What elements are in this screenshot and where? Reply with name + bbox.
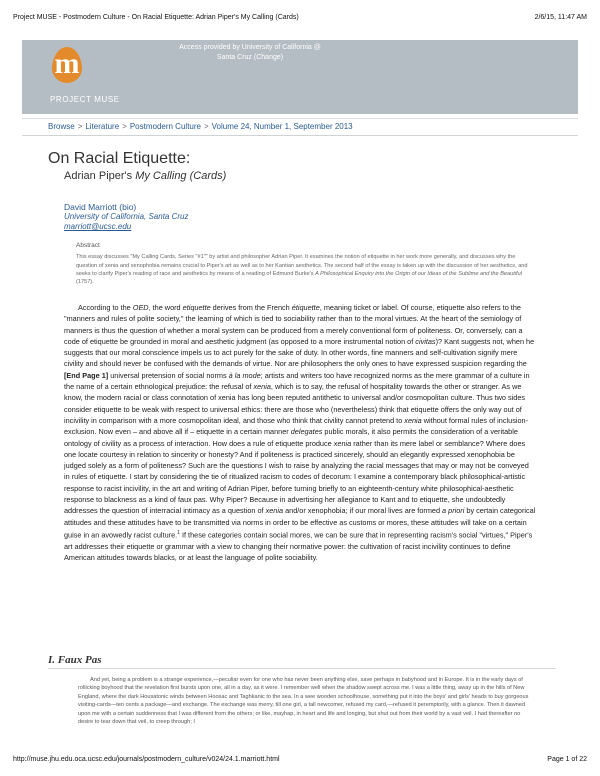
print-header [13, 14, 587, 26]
block-quote: And yet, being a problem is a strange experience,—peculiar even for one who has never been anything else, save perhaps in babyhood and in Europe. It is in the early days of rollicking boyhood that the revelation first bursts upon one, all in a day, as it were. I remember well when the shadow swept across me. I was a little thing, away up in the hills of New England, where the dark Housatonic winds between Hoosac and Taghkanic to the sea. In a wee wooden schoolhouse, something put it into the boys' and girls' heads to buy gorgeous visiting-cards—ten cents a package—and exchange. The exchange was merry, till one girl, a tall newcomer, refused my card,—refused it peremptorily, with a glance. Then it dawned upon me with a certain suddenness that I was different from the others; or like, mayhap, in heart and life and longing, but shut out from their world by a vast veil. I had thereafter no desire to tear down that veil, to creep through; I [78, 677, 529, 726]
breadcrumb-separator: > [203, 122, 209, 131]
section-divider [48, 668, 556, 669]
print-footer-page: Page 1 of 22 [547, 756, 587, 763]
access-notice [160, 43, 340, 63]
logo-letter: m [54, 47, 80, 80]
logo-text: PROJECT MUSE [50, 95, 120, 104]
breadcrumb-separator: > [122, 122, 127, 131]
breadcrumb-issue[interactable]: Volume 24, Number 1, September 2013 [211, 122, 353, 131]
end-page-marker: [End Page 1] [64, 370, 109, 380]
abstract-book-title: A Philosophical Enquiry into the Origin of our Ideas of the Sublime and the Beautiful [315, 270, 522, 277]
change-institution-link[interactable]: (Change) [253, 54, 284, 61]
breadcrumb-separator: > [77, 122, 83, 131]
subtitle-prefix: Adrian Piper's [64, 170, 136, 182]
author-name-link[interactable]: David Marriott (bio) [64, 202, 137, 212]
print-header-title: Project MUSE - Postmodern Culture - On Racial Etiquette: Adrian Piper's My Calling (Cards) [13, 14, 299, 21]
subtitle-italic: My Calling (Cards) [135, 170, 227, 182]
article-body [64, 302, 536, 563]
author-affiliation: University of California, Santa Cruz [64, 212, 189, 221]
breadcrumb [48, 122, 353, 131]
abstract-text-part: (1757). [76, 279, 94, 286]
body-paragraph: According to the OED, the word etiquette derives from the French étiquette, meaning ticket or label. Of course, etiquette also refers to the "manners and rules of polite society," the learning of which is tied to sociability rather than to the moral virtues. At the heart of the semiology of manners is thus the question of whether a moral system can be produced from a merely conventional form of politeness. Or, conversely, can a code of etiquette be grounded in moral and aesthetic judgment (as opposed to a more instrumental notion of civitas)? Kant suggests not, when he suggests that our moral conscience impels us to act purely for the sake of duty. In other words, fine manners and self-cultivation signify mere civility and should never be confused with the demands of virtue. Nor are philosophers the only ones to have expressed suspicion regarding the [End Page 1] universal pretension of social norms à la mode; artists and writers too have recognized norms as the mere grammar of a culture in the name of a certain ethnological prejudice: the refusal of xenia, which is to say, the refusal of hospitality towards the other or stranger. As we know, the modern racial or class connotation of xenia has long been reputed antithetic to universal and/or cosmopolitan culture. Thus two sides consider etiquette to be weak with respect to universal ethics: there are those who (nevertheless) think that etiquette offers the only way out of incivility in comparison with a more cosmopolitan ideal, and those who think that civility cannot pretend to xenia without formal rules of inclusion-exclusion. Now even – and above all if – etiquette in a certain manner delegates public morals, it also permits the consideration of a veritable ontology of civility as a process of interaction. How does a rule of etiquette produce xenia rather than its mere label or semblance? Where does one locate courtesy in relation to sincerity or honesty? And if politeness is practiced sincerely, should an elegantly expressed xenophobia be judged solely as a form of politeness? Such are the questions I wish to raise by analyzing the racial messages that may or may not be conveyed in rules of etiquette. I start by considering the tie of ritualized racism to codes of decorum: I examine a contemporary black philosophical-artistic response to racist incivility, in the art and writing of Adrian Piper, before turning briefly to an eighteenth-century white philosophical-aesthetic response to blackness as a kind of faux pas. Why Piper? Because in advertising her allegiance to Kant and to etiquette, she undoubtedly addresses the question of interracial intimacy as a question of xenia and/or xenophobia; if our moral lives are formed a priori by certain categorical attitudes and these attitudes have to be transmitted via norms in order to be effective as customs or mores, these attitudes will take on a certain guise in an avowedly racist culture.$^1$ If these categories contain social mores, we can be sure that in representing racism's social "virtues," Piper's art addresses their etiquette or grammar with a view to changing their normative power: the cultivation of racist incivility continues to define American attitudes towards blacks, or at least the language of polite sociability. [64, 303, 536, 562]
print-header-datetime: 2/6/15, 11:47 AM [534, 14, 587, 21]
author-block [64, 202, 189, 232]
muse-m-icon [52, 47, 82, 83]
breadcrumb-literature[interactable]: Literature [85, 122, 120, 131]
project-muse-logo[interactable] [22, 40, 120, 114]
section-heading: I. Faux Pas [48, 654, 102, 666]
abstract-heading: Abstract [76, 242, 100, 249]
breadcrumb-browse[interactable]: Browse [48, 122, 75, 131]
access-line-1: Access provided by University of California @ [179, 44, 321, 51]
footnote-link[interactable]: 1 [177, 529, 180, 536]
print-footer-url: http://muse.jhu.edu.oca.ucsc.edu/journals/postmodern_culture/v024/24.1.marriott.html [13, 756, 280, 763]
author-email-link[interactable]: marriott@ucsc.edu [64, 222, 132, 231]
abstract [76, 242, 536, 286]
article-title: On Racial Etiquette: [48, 150, 191, 167]
abstract-text [76, 253, 536, 286]
article-subtitle [64, 170, 226, 182]
print-footer [13, 756, 587, 768]
breadcrumb-postmodern-culture[interactable]: Postmodern Culture [129, 122, 201, 131]
access-line-2: Santa Cruz [216, 54, 252, 61]
abstract-text-part: This essay discusses "My Calling Cards, Series "#1"" by artist and philosopher Adrian Piper. It examines the notion of etiquette in her work more generally, and discusses why the question of xenia and xenophobia remains crucial to Piper's art as well as to her Kantian aesthetics. The second half of the essay is taken up with the discussion of her aesthetics, and seeks to clarify Piper's reading of race and aesthetics by means of a reading of Edmund Burke's [76, 254, 528, 277]
